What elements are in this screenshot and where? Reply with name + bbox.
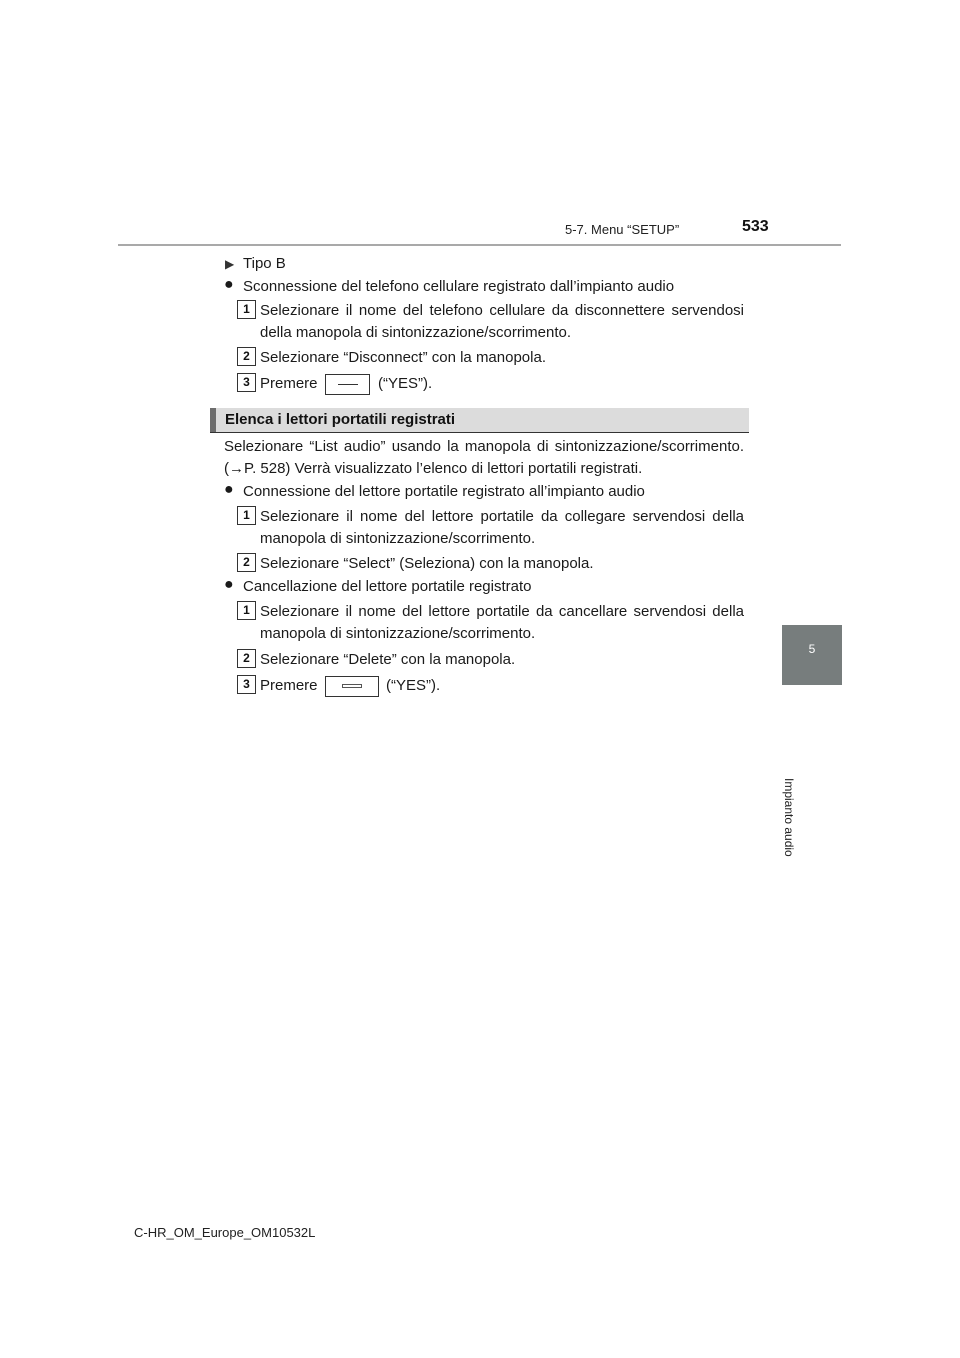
bullet-dot-icon: ● — [224, 276, 234, 293]
step-number-badge: 2 — [237, 649, 256, 668]
bullet-dot-icon: ● — [224, 481, 234, 498]
page-number: 533 — [742, 218, 769, 235]
chapter-number: 5 — [808, 642, 816, 656]
step-text: (“YES”). — [386, 677, 441, 694]
step-text-continued: della manopola di sintonizzazione/scorrimento. — [260, 324, 572, 341]
step-number-badge: 1 — [237, 506, 256, 525]
bullet-dot-icon: ● — [224, 576, 234, 593]
running-header-section: 5-7. Menu “SETUP” — [565, 222, 680, 237]
step-number-badge: 2 — [237, 347, 256, 366]
yes-key-icon — [325, 676, 379, 697]
step-text: Premere — [260, 375, 318, 392]
intro-text: Selezionare “List audio” usando la manopola di sintonizzazione/scorrimento. — [224, 438, 744, 455]
bullet-heading: Connessione del lettore portatile registrato all’impianto audio — [243, 483, 645, 500]
type-label: Tipo B — [243, 255, 286, 272]
step-number-badge: 2 — [237, 553, 256, 572]
triangle-bullet-icon: ▶ — [225, 257, 235, 271]
chapter-label: Impianto audio — [782, 778, 796, 857]
step-text: Selezionare il nome del lettore portatile da cancellare servendosi della — [260, 603, 744, 620]
step-text: Selezionare “Select” (Seleziona) con la manopola. — [260, 555, 594, 572]
step-text: (“YES”). — [378, 375, 433, 392]
step-text-continued: manopola di sintonizzazione/scorrimento. — [260, 625, 536, 642]
step-text: Selezionare il nome del lettore portatile da collegare servendosi della — [260, 508, 744, 525]
intro-text-continued: (→P. 528) Verrà visualizzato l’elenco di lettori portatili registrati. — [224, 460, 643, 477]
step-text: Premere — [260, 677, 318, 694]
bullet-heading: Sconnessione del telefono cellulare registrato dall’impianto audio — [243, 278, 675, 295]
document-code: C-HR_OM_Europe_OM10532L — [134, 1225, 316, 1240]
step-number-badge: 1 — [237, 300, 256, 319]
step-number-badge: 3 — [237, 675, 256, 694]
step-number-badge: 3 — [237, 373, 256, 392]
step-number-badge: 1 — [237, 601, 256, 620]
step-text: Selezionare “Disconnect” con la manopola. — [260, 349, 546, 366]
bullet-heading: Cancellazione del lettore portatile registrato — [243, 578, 532, 595]
section-title: Elenca i lettori portatili registrati — [225, 411, 456, 428]
step-text: Selezionare “Delete” con la manopola. — [260, 651, 516, 668]
step-text-continued: manopola di sintonizzazione/scorrimento. — [260, 530, 536, 547]
step-text: Selezionare il nome del telefono cellulare da disconnettere servendosi — [260, 302, 744, 319]
header-divider — [118, 244, 841, 246]
yes-key-icon — [325, 374, 370, 395]
